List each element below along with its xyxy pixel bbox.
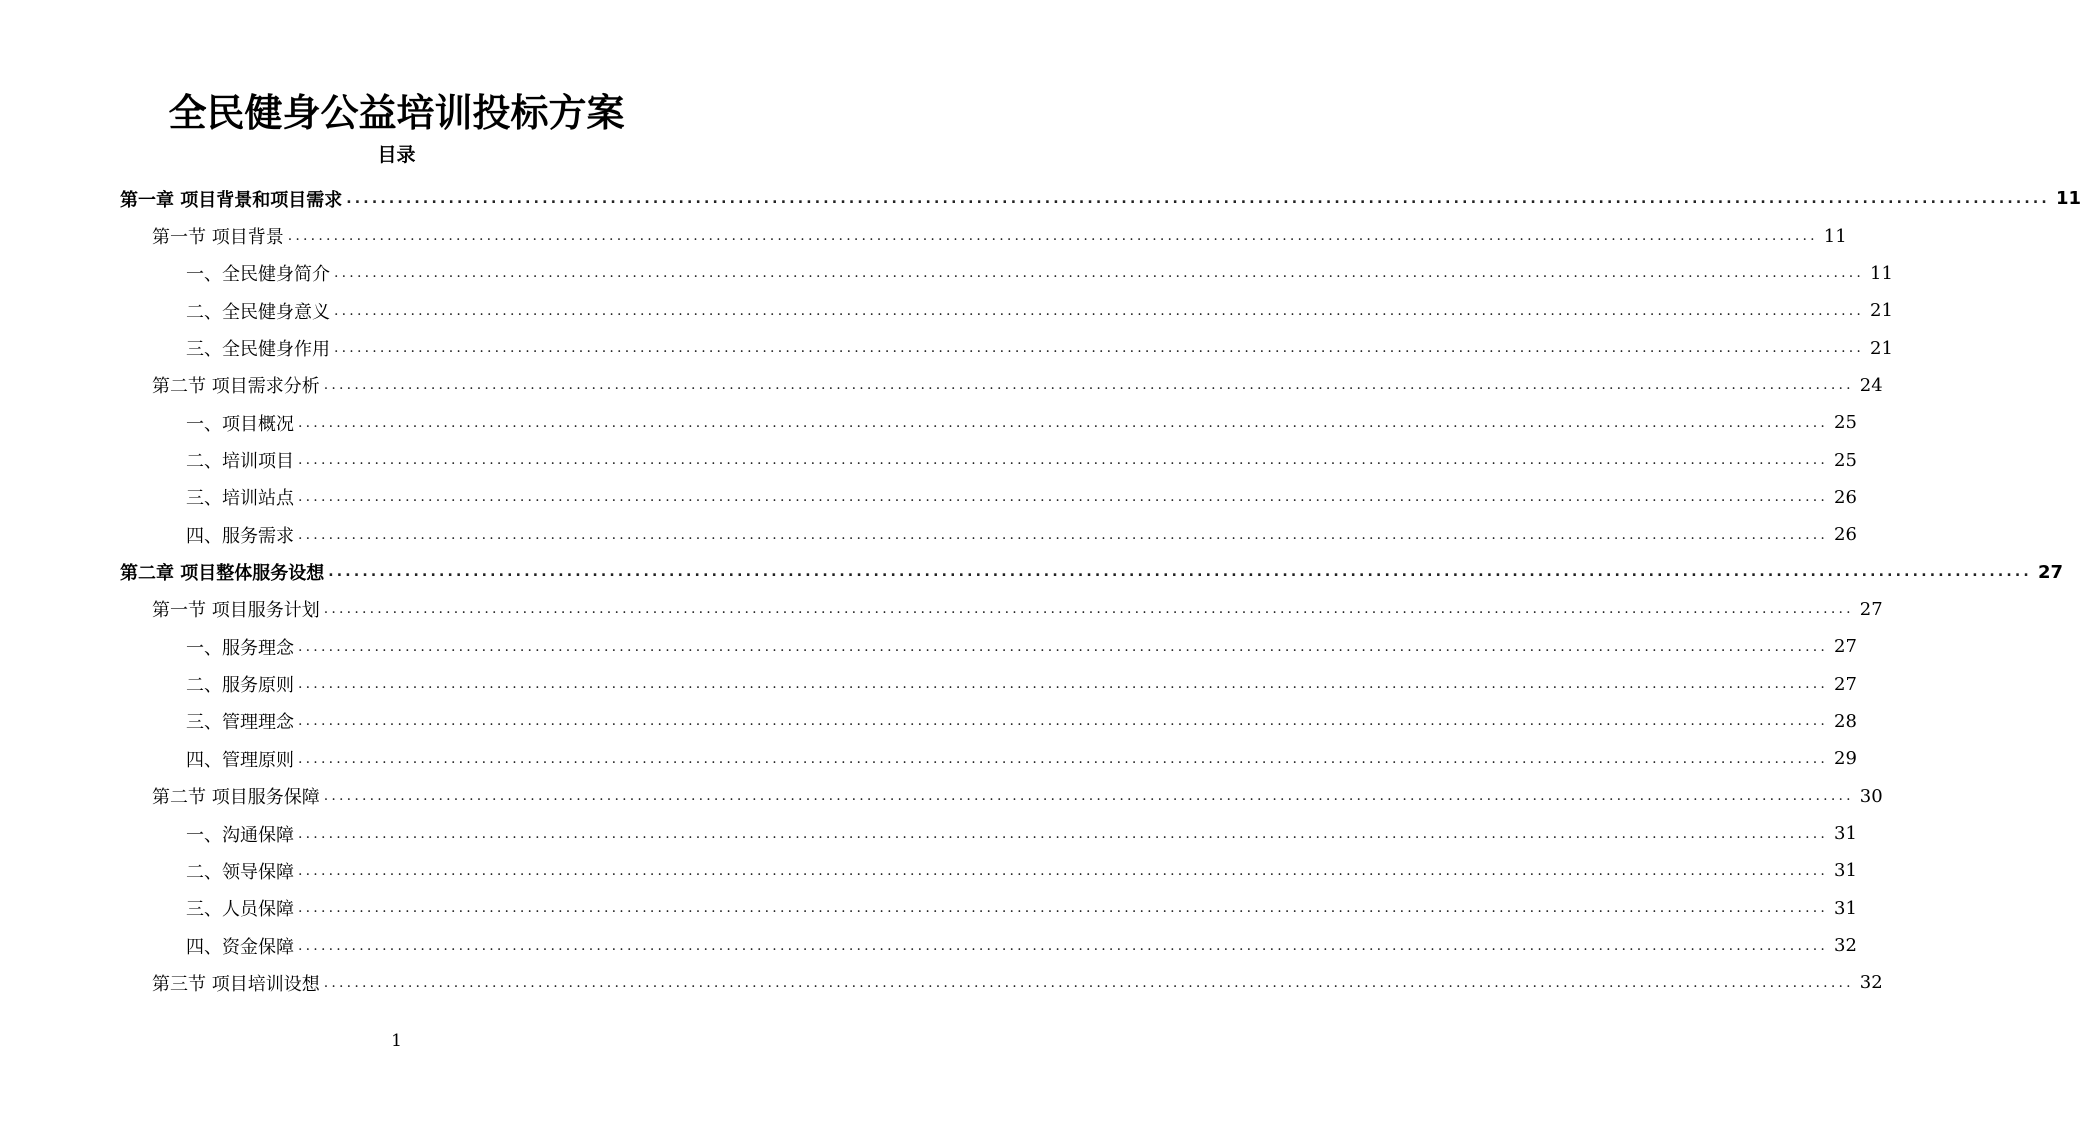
- toc-subsection-entry[interactable]: [0, 329, 1893, 366]
- toc-entry-page-number: 11: [2055, 188, 2081, 210]
- toc-dot-leader: ........................................................................................................................................................................................................: [298, 825, 1829, 842]
- toc-dot-leader: ........................................................................................................................................................................................................: [323, 377, 1854, 394]
- toc-subsection-entry[interactable]: [0, 292, 1893, 329]
- toc-entry-label: 二、服务原则: [186, 675, 294, 697]
- toc-chapter-entry[interactable]: [0, 180, 2081, 217]
- toc-entry-label: 四、资金保障: [186, 936, 294, 958]
- toc-dot-leader: ........................................................................................................................................................................................................: [298, 638, 1829, 655]
- toc-dot-leader: ........................................................................................................................................................................................................: [334, 340, 1865, 357]
- toc-entry-page-number: 28: [1834, 710, 1857, 732]
- toc-entry-page-number: 26: [1834, 486, 1857, 508]
- toc-subsection-entry[interactable]: [0, 927, 1857, 964]
- toc-section-entry[interactable]: [0, 367, 1883, 404]
- toc-dot-leader: ........................................................................................................................................................................................................: [298, 676, 1829, 693]
- toc-dot-leader: ........................................................................................................................................................................................................: [298, 862, 1829, 879]
- toc-entry-page-number: 31: [1834, 860, 1857, 882]
- toc-entry-label: 一、服务理念: [186, 637, 294, 659]
- toc-dot-leader: ........................................................................................................................................................................................................: [298, 937, 1829, 954]
- toc-dot-leader: ........................................................................................................................................................................................................: [287, 228, 1818, 245]
- toc-entry-label: 四、服务需求: [186, 525, 294, 547]
- toc-entry-label: 三、人员保障: [186, 899, 294, 921]
- toc-entry-page-number: 27: [2037, 561, 2063, 583]
- toc-dot-leader: ........................................................................................................................................................................................................: [334, 265, 1865, 282]
- toc-entry-page-number: 32: [1859, 972, 1883, 994]
- toc-entry-page-number: 21: [1870, 300, 1893, 322]
- toc-subsection-entry[interactable]: [0, 890, 1857, 927]
- toc-section-entry[interactable]: [0, 217, 1847, 254]
- toc-entry-label: 第二节 项目服务保障: [152, 787, 320, 809]
- toc-entry-label: 三、全民健身作用: [186, 339, 330, 361]
- toc-entry-page-number: 30: [1859, 785, 1883, 807]
- toc-subsection-entry[interactable]: [0, 255, 1893, 292]
- toc-entry-label: 第二节 项目需求分析: [152, 376, 320, 398]
- toc-dot-leader: ........................................................................................................................................................................................................: [298, 750, 1829, 767]
- toc-subsection-entry[interactable]: [0, 740, 1857, 777]
- toc-entry-page-number: 29: [1834, 748, 1857, 770]
- toc-dot-leader: ........................................................................................................................................................................................................: [298, 489, 1829, 506]
- toc-subsection-entry[interactable]: [0, 852, 1857, 889]
- toc-section-entry[interactable]: [0, 778, 1883, 815]
- page-number: 1: [391, 1031, 402, 1051]
- toc-entry-page-number: 27: [1834, 673, 1857, 695]
- toc-subsection-entry[interactable]: [0, 815, 1857, 852]
- toc-entry-label: 四、管理原则: [186, 749, 294, 771]
- toc-subsection-entry[interactable]: [0, 628, 1857, 665]
- toc-dot-leader: ........................................................................................................................................................................................................: [323, 601, 1854, 618]
- toc-entry-label: 三、培训站点: [186, 488, 294, 510]
- toc-section-entry[interactable]: [0, 591, 1883, 628]
- toc-entry-label: 第一章 项目背景和项目需求: [120, 189, 343, 211]
- toc-entry-page-number: 25: [1834, 449, 1857, 471]
- toc-chapter-entry[interactable]: [0, 553, 2063, 590]
- toc-entry-label: 一、项目概况: [186, 413, 294, 435]
- toc-subsection-entry[interactable]: [0, 404, 1857, 441]
- toc-entry-page-number: 31: [1834, 823, 1857, 845]
- toc-section-entry[interactable]: [0, 964, 1883, 1001]
- toc-dot-leader: ........................................................................................................................................................................................................: [328, 564, 2032, 581]
- toc-entry-page-number: 11: [1823, 225, 1847, 247]
- toc-dot-leader: ........................................................................................................................................................................................................: [334, 302, 1865, 319]
- toc-entry-label: 第一节 项目服务计划: [152, 600, 320, 622]
- toc-entry-label: 一、全民健身简介: [186, 264, 330, 286]
- toc-dot-leader: ........................................................................................................................................................................................................: [323, 974, 1854, 991]
- toc-dot-leader: ........................................................................................................................................................................................................: [298, 900, 1829, 917]
- toc-subsection-entry[interactable]: [0, 665, 1857, 702]
- toc-subsection-entry[interactable]: [0, 479, 1857, 516]
- toc-dot-leader: ........................................................................................................................................................................................................: [298, 414, 1829, 431]
- toc-dot-leader: ........................................................................................................................................................................................................: [298, 526, 1829, 543]
- toc-entry-label: 三、管理理念: [186, 712, 294, 734]
- toc-subsection-entry[interactable]: [0, 441, 1857, 478]
- toc-entry-label: 二、全民健身意义: [186, 301, 330, 323]
- document-title: 全民健身公益培训投标方案: [168, 91, 625, 135]
- toc-entry-label: 一、沟通保障: [186, 824, 294, 846]
- toc-dot-leader: ........................................................................................................................................................................................................: [346, 190, 2050, 207]
- toc-entry-label: 第二章 项目整体服务设想: [120, 563, 325, 585]
- toc-entry-page-number: 31: [1834, 897, 1857, 919]
- toc-entry-label: 二、领导保障: [186, 861, 294, 883]
- toc-dot-leader: ........................................................................................................................................................................................................: [298, 452, 1829, 469]
- toc-subsection-entry[interactable]: [0, 703, 1857, 740]
- toc-entry-page-number: 24: [1859, 374, 1883, 396]
- toc-entry-label: 二、培训项目: [186, 451, 294, 473]
- toc-heading: 目录: [377, 144, 416, 166]
- toc-entry-page-number: 21: [1870, 337, 1893, 359]
- toc-entry-page-number: 25: [1834, 412, 1857, 434]
- toc-subsection-entry[interactable]: [0, 516, 1857, 553]
- toc-entry-label: 第三节 项目培训设想: [152, 973, 320, 995]
- table-of-contents: [0, 180, 2081, 1002]
- toc-entry-page-number: 26: [1834, 524, 1857, 546]
- toc-entry-page-number: 11: [1870, 262, 1893, 284]
- toc-entry-page-number: 27: [1834, 636, 1857, 658]
- toc-entry-label: 第一节 项目背景: [152, 227, 284, 249]
- toc-dot-leader: ........................................................................................................................................................................................................: [298, 713, 1829, 730]
- toc-entry-page-number: 32: [1834, 935, 1857, 957]
- toc-entry-page-number: 27: [1859, 598, 1883, 620]
- toc-dot-leader: ........................................................................................................................................................................................................: [323, 788, 1854, 805]
